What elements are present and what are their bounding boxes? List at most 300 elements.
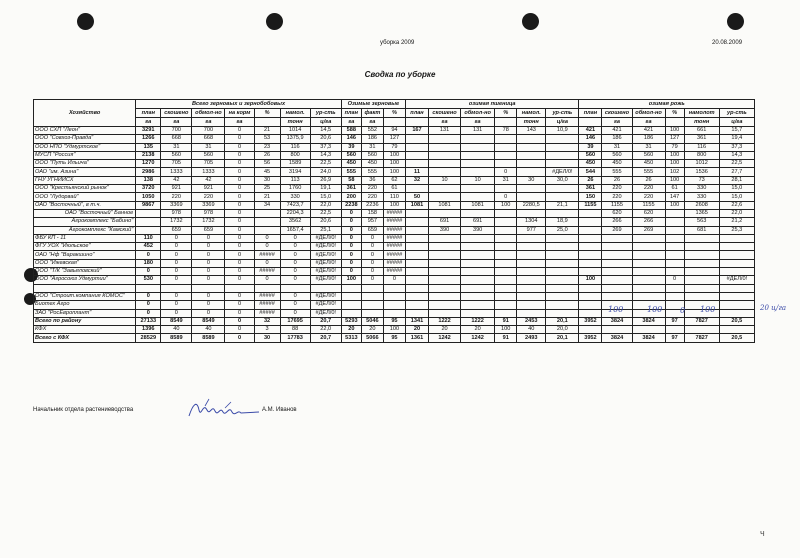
cell: 0 bbox=[280, 309, 310, 317]
cell bbox=[461, 135, 495, 143]
cell: 127 bbox=[665, 135, 684, 143]
cell: 31 bbox=[495, 176, 517, 184]
table-row bbox=[34, 135, 755, 143]
cell bbox=[665, 234, 684, 242]
cell: 2204,3 bbox=[280, 209, 310, 217]
subheader-cell: намолот bbox=[684, 109, 719, 118]
cell: 1760 bbox=[280, 185, 310, 193]
cell bbox=[632, 234, 665, 242]
cell bbox=[665, 209, 684, 217]
cell: 25,0 bbox=[546, 226, 579, 234]
cell: 0 bbox=[341, 251, 361, 259]
cell: 0 bbox=[341, 218, 361, 226]
cell: 26 bbox=[602, 176, 632, 184]
cell: 560 bbox=[161, 151, 192, 159]
signature bbox=[185, 396, 265, 422]
farm-name: Всего по району bbox=[34, 317, 136, 325]
cell bbox=[495, 309, 517, 317]
farm-name: ООО "Лудорвай" bbox=[34, 193, 136, 201]
cell: 361 bbox=[684, 135, 719, 143]
cell: 2280,5 bbox=[517, 201, 546, 209]
cell bbox=[461, 268, 495, 276]
cell bbox=[684, 276, 719, 284]
cell: 361 bbox=[579, 185, 602, 193]
cell: 0 bbox=[192, 243, 225, 251]
cell: 1589 bbox=[280, 160, 310, 168]
cell bbox=[254, 209, 280, 217]
farm-name: ООО "Т/К "Завьяловский" bbox=[34, 268, 136, 276]
cell: 681 bbox=[684, 226, 719, 234]
cell bbox=[495, 218, 517, 226]
cell bbox=[461, 301, 495, 309]
cell: 26 bbox=[579, 176, 602, 184]
cell bbox=[429, 301, 461, 309]
cell: 0 bbox=[225, 209, 254, 217]
cell bbox=[546, 259, 579, 267]
cell bbox=[517, 276, 546, 284]
cell bbox=[684, 292, 719, 300]
cell bbox=[495, 209, 517, 217]
cell bbox=[429, 243, 461, 251]
table-row bbox=[34, 243, 755, 251]
cell: 0 bbox=[192, 276, 225, 284]
cell: 220 bbox=[602, 185, 632, 193]
cell: 135 bbox=[136, 143, 161, 151]
cell: ##### bbox=[383, 243, 405, 251]
cell bbox=[495, 226, 517, 234]
cell: 1333 bbox=[161, 168, 192, 176]
cell: 0 bbox=[192, 301, 225, 309]
cell: 20,1 bbox=[546, 334, 579, 342]
cell: 0 bbox=[136, 251, 161, 259]
table-row bbox=[34, 268, 755, 276]
cell bbox=[546, 151, 579, 159]
cell: 0 bbox=[280, 234, 310, 242]
cell bbox=[405, 143, 428, 151]
cell: 659 bbox=[361, 226, 383, 234]
cell: 146 bbox=[579, 135, 602, 143]
cell: 110 bbox=[383, 193, 405, 201]
cell: ##### bbox=[254, 301, 280, 309]
table-row bbox=[34, 251, 755, 259]
cell: 100 bbox=[665, 176, 684, 184]
cell: 555 bbox=[341, 168, 361, 176]
cell bbox=[405, 259, 428, 267]
header-date: 20.08.2009 bbox=[712, 40, 743, 46]
cell: 10,9 bbox=[546, 127, 579, 135]
cell bbox=[405, 268, 428, 276]
cell bbox=[665, 326, 684, 334]
cell bbox=[341, 284, 361, 292]
subheader-cell: ур-сть bbox=[719, 109, 754, 118]
cell bbox=[405, 309, 428, 317]
cell bbox=[136, 218, 161, 226]
cell: 20 bbox=[341, 326, 361, 334]
cell: 186 bbox=[632, 135, 665, 143]
farm-name: ОАО "им. Азина" bbox=[34, 168, 136, 176]
unit-cell: га bbox=[461, 118, 495, 127]
header-row-units bbox=[34, 118, 755, 127]
cell bbox=[719, 309, 754, 317]
cell bbox=[719, 284, 754, 292]
cell: 555 bbox=[602, 168, 632, 176]
cell bbox=[517, 284, 546, 292]
cell: 20,1 bbox=[546, 317, 579, 325]
handwritten-value: 0 bbox=[680, 306, 686, 315]
cell bbox=[719, 243, 754, 251]
cell: 14,3 bbox=[310, 151, 341, 159]
unit-cell: тонн bbox=[280, 118, 310, 127]
cell: 0 bbox=[161, 251, 192, 259]
cell: 186 bbox=[361, 135, 383, 143]
cell: 22,0 bbox=[719, 209, 754, 217]
cell: 8589 bbox=[192, 334, 225, 342]
cell: 32 bbox=[254, 317, 280, 325]
cell bbox=[429, 151, 461, 159]
cell: 2138 bbox=[136, 151, 161, 159]
cell bbox=[192, 284, 225, 292]
cell: 0 bbox=[665, 276, 684, 284]
unit-cell bbox=[665, 118, 684, 127]
cell: 0 bbox=[280, 301, 310, 309]
cell: 3 bbox=[254, 326, 280, 334]
cell bbox=[602, 259, 632, 267]
cell: 110 bbox=[136, 234, 161, 242]
table-row bbox=[34, 185, 755, 193]
cell: 0 bbox=[361, 276, 383, 284]
cell bbox=[429, 143, 461, 151]
cell bbox=[546, 276, 579, 284]
cell: 147 bbox=[665, 193, 684, 201]
cell bbox=[579, 243, 602, 251]
cell bbox=[579, 226, 602, 234]
cell bbox=[632, 284, 665, 292]
unit-cell: га bbox=[602, 118, 632, 127]
cell: 31 bbox=[192, 143, 225, 151]
cell: 220 bbox=[192, 193, 225, 201]
cell: 40 bbox=[192, 326, 225, 334]
cell: 17695 bbox=[280, 317, 310, 325]
cell: 3194 bbox=[280, 168, 310, 176]
cell bbox=[405, 292, 428, 300]
signer-position: Начальник отдела растениеводства bbox=[33, 407, 134, 413]
cell: 95 bbox=[383, 317, 405, 325]
cell: 555 bbox=[632, 168, 665, 176]
cell: 91 bbox=[495, 334, 517, 342]
cell: 100 bbox=[383, 160, 405, 168]
subheader-cell: намол. bbox=[517, 109, 546, 118]
cell: 39 bbox=[579, 143, 602, 151]
cell: #ДЕЛ/0! bbox=[310, 292, 341, 300]
table-row bbox=[34, 176, 755, 184]
cell: 0 bbox=[136, 309, 161, 317]
cell: 95 bbox=[383, 334, 405, 342]
unit-cell bbox=[579, 118, 602, 127]
cell bbox=[495, 135, 517, 143]
cell bbox=[546, 292, 579, 300]
table-row bbox=[34, 201, 755, 209]
cell: 0 bbox=[254, 259, 280, 267]
subheader-cell: % bbox=[495, 109, 517, 118]
cell: 8549 bbox=[192, 317, 225, 325]
cell: 20,5 bbox=[719, 317, 754, 325]
corner-mark: ч bbox=[760, 528, 765, 538]
cell bbox=[602, 243, 632, 251]
cell: 58 bbox=[341, 176, 361, 184]
cell bbox=[495, 143, 517, 151]
cell: #ДЕЛ/0! bbox=[546, 168, 579, 176]
cell bbox=[546, 193, 579, 201]
cell: #ДЕЛ/0! bbox=[310, 234, 341, 242]
cell bbox=[579, 309, 602, 317]
cell bbox=[517, 209, 546, 217]
cell: 0 bbox=[192, 268, 225, 276]
cell: 22,0 bbox=[310, 201, 341, 209]
cell bbox=[429, 185, 461, 193]
cell: 977 bbox=[517, 226, 546, 234]
cell: 42 bbox=[161, 176, 192, 184]
cell: 330 bbox=[684, 185, 719, 193]
cell bbox=[495, 301, 517, 309]
cell: 94 bbox=[383, 127, 405, 135]
cell bbox=[579, 301, 602, 309]
cell: 17783 bbox=[280, 334, 310, 342]
unit-cell: га bbox=[361, 118, 383, 127]
cell: 31 bbox=[361, 143, 383, 151]
unit-cell bbox=[383, 118, 405, 127]
cell: 0 bbox=[225, 168, 254, 176]
cell: 0 bbox=[225, 226, 254, 234]
cell: 23 bbox=[254, 143, 280, 151]
cell: 131 bbox=[461, 127, 495, 135]
cell: 22,5 bbox=[719, 160, 754, 168]
cell: 0 bbox=[225, 243, 254, 251]
cell: 21 bbox=[254, 127, 280, 135]
cell: 22,6 bbox=[719, 201, 754, 209]
cell: 3824 bbox=[602, 317, 632, 325]
cell: 45 bbox=[254, 168, 280, 176]
cell: 5046 bbox=[361, 317, 383, 325]
cell bbox=[383, 292, 405, 300]
cell: 28,1 bbox=[719, 176, 754, 184]
cell: 200 bbox=[341, 193, 361, 201]
cell bbox=[665, 226, 684, 234]
cell bbox=[405, 209, 428, 217]
cell: 691 bbox=[429, 218, 461, 226]
cell: 0 bbox=[161, 259, 192, 267]
cell: 0 bbox=[225, 193, 254, 201]
cell: 266 bbox=[632, 218, 665, 226]
cell: 3824 bbox=[632, 334, 665, 342]
cell: 957 bbox=[361, 218, 383, 226]
cell bbox=[517, 301, 546, 309]
cell: #ДЕЛ/0! bbox=[310, 309, 341, 317]
cell: 0 bbox=[280, 259, 310, 267]
farm-name: ООО "Агросоюз Удмуртии" bbox=[34, 276, 136, 284]
cell: 19,4 bbox=[719, 135, 754, 143]
cell: 20,7 bbox=[310, 334, 341, 342]
cell bbox=[684, 268, 719, 276]
cell bbox=[161, 284, 192, 292]
cell bbox=[602, 251, 632, 259]
cell bbox=[684, 326, 719, 334]
cell: 31 bbox=[161, 143, 192, 151]
cell: 10 bbox=[429, 176, 461, 184]
farm-name: ООО СХП "Леон" bbox=[34, 127, 136, 135]
cell: 620 bbox=[632, 209, 665, 217]
subheader-cell: % bbox=[254, 109, 280, 118]
punch-hole bbox=[522, 13, 539, 30]
cell: 0 bbox=[341, 243, 361, 251]
cell bbox=[579, 284, 602, 292]
unit-cell: га bbox=[429, 118, 461, 127]
cell: 560 bbox=[602, 151, 632, 159]
cell: 15,0 bbox=[310, 193, 341, 201]
cell: 1365 bbox=[684, 209, 719, 217]
cell bbox=[517, 151, 546, 159]
cell: 3952 bbox=[579, 317, 602, 325]
cell: 2453 bbox=[517, 317, 546, 325]
cell: 78 bbox=[495, 127, 517, 135]
cell: 691 bbox=[461, 218, 495, 226]
cell: 700 bbox=[161, 127, 192, 135]
table-row bbox=[34, 143, 755, 151]
cell: 25 bbox=[254, 185, 280, 193]
cell bbox=[579, 234, 602, 242]
cell: 1012 bbox=[684, 160, 719, 168]
subheader-cell: факт bbox=[361, 109, 383, 118]
cell: 668 bbox=[161, 135, 192, 143]
table-row bbox=[34, 276, 755, 284]
cell: 22,5 bbox=[310, 209, 341, 217]
cell: 2493 bbox=[517, 334, 546, 342]
cell bbox=[546, 268, 579, 276]
cell: 0 bbox=[161, 309, 192, 317]
unit-cell bbox=[405, 118, 428, 127]
cell bbox=[429, 209, 461, 217]
cell bbox=[429, 268, 461, 276]
cell: 9867 bbox=[136, 201, 161, 209]
cell: 30 bbox=[517, 176, 546, 184]
cell bbox=[632, 276, 665, 284]
cell: 266 bbox=[602, 218, 632, 226]
unit-cell: га bbox=[632, 118, 665, 127]
cell bbox=[665, 243, 684, 251]
cell: 3291 bbox=[136, 127, 161, 135]
cell: 1155 bbox=[632, 201, 665, 209]
cell: 91 bbox=[495, 317, 517, 325]
cell bbox=[546, 209, 579, 217]
cell: 0 bbox=[341, 234, 361, 242]
cell: 39 bbox=[341, 143, 361, 151]
cell: 15,0 bbox=[719, 185, 754, 193]
cell bbox=[495, 160, 517, 168]
cell: 1361 bbox=[405, 334, 428, 342]
cell: 10 bbox=[461, 176, 495, 184]
cell bbox=[665, 284, 684, 292]
header-left: уборка 2009 bbox=[380, 40, 415, 46]
cell bbox=[495, 185, 517, 193]
unit-cell: ц/га bbox=[310, 118, 341, 127]
unit-cell: га bbox=[192, 118, 225, 127]
cell: #ДЕЛ/0! bbox=[719, 276, 754, 284]
cell: ##### bbox=[383, 259, 405, 267]
cell bbox=[719, 259, 754, 267]
cell: 0 bbox=[341, 209, 361, 217]
cell: 563 bbox=[684, 218, 719, 226]
cell: 3369 bbox=[161, 201, 192, 209]
cell bbox=[461, 259, 495, 267]
cell: 21,2 bbox=[719, 218, 754, 226]
unit-cell: тонн bbox=[684, 118, 719, 127]
cell bbox=[461, 168, 495, 176]
cell: 0 bbox=[225, 326, 254, 334]
group-winter: Озимые зерновые bbox=[341, 100, 405, 109]
cell: 97 bbox=[665, 334, 684, 342]
cell: 1657,4 bbox=[280, 226, 310, 234]
cell: #ДЕЛ/0! bbox=[310, 259, 341, 267]
cell bbox=[136, 284, 161, 292]
cell bbox=[719, 326, 754, 334]
cell: 220 bbox=[602, 193, 632, 201]
cell bbox=[405, 151, 428, 159]
cell: 705 bbox=[192, 160, 225, 168]
cell bbox=[341, 292, 361, 300]
cell bbox=[665, 218, 684, 226]
cell: 530 bbox=[136, 276, 161, 284]
cell: 1375,9 bbox=[280, 135, 310, 143]
cell: 220 bbox=[361, 193, 383, 201]
col-farm: Хозяйство bbox=[34, 100, 136, 127]
table-row bbox=[34, 292, 755, 300]
cell: ##### bbox=[254, 309, 280, 317]
cell bbox=[546, 309, 579, 317]
cell bbox=[665, 268, 684, 276]
cell: 452 bbox=[136, 243, 161, 251]
cell: 0 bbox=[225, 276, 254, 284]
cell bbox=[405, 226, 428, 234]
cell: 100 bbox=[665, 201, 684, 209]
cell: 18,9 bbox=[546, 218, 579, 226]
table-row bbox=[34, 326, 755, 334]
cell: 24,0 bbox=[310, 168, 341, 176]
cell: 0 bbox=[280, 268, 310, 276]
group-grain: Всего зерновых и зернобобовых bbox=[136, 100, 342, 109]
cell: 20,5 bbox=[719, 334, 754, 342]
cell: 2608 bbox=[684, 201, 719, 209]
cell: 5066 bbox=[361, 334, 383, 342]
cell: 1050 bbox=[136, 193, 161, 201]
cell bbox=[405, 284, 428, 292]
cell: 421 bbox=[579, 127, 602, 135]
page-title: Сводка по уборке bbox=[364, 70, 436, 79]
cell: 700 bbox=[192, 127, 225, 135]
cell bbox=[517, 234, 546, 242]
cell: 61 bbox=[383, 185, 405, 193]
cell: 32 bbox=[405, 176, 428, 184]
cell: 27,7 bbox=[719, 168, 754, 176]
cell: 100 bbox=[383, 201, 405, 209]
cell bbox=[632, 251, 665, 259]
cell: 0 bbox=[280, 251, 310, 259]
cell: 0 bbox=[225, 143, 254, 151]
cell bbox=[405, 276, 428, 284]
cell: 0 bbox=[225, 160, 254, 168]
cell bbox=[579, 326, 602, 334]
cell: 100 bbox=[665, 160, 684, 168]
cell bbox=[429, 276, 461, 284]
cell bbox=[254, 218, 280, 226]
